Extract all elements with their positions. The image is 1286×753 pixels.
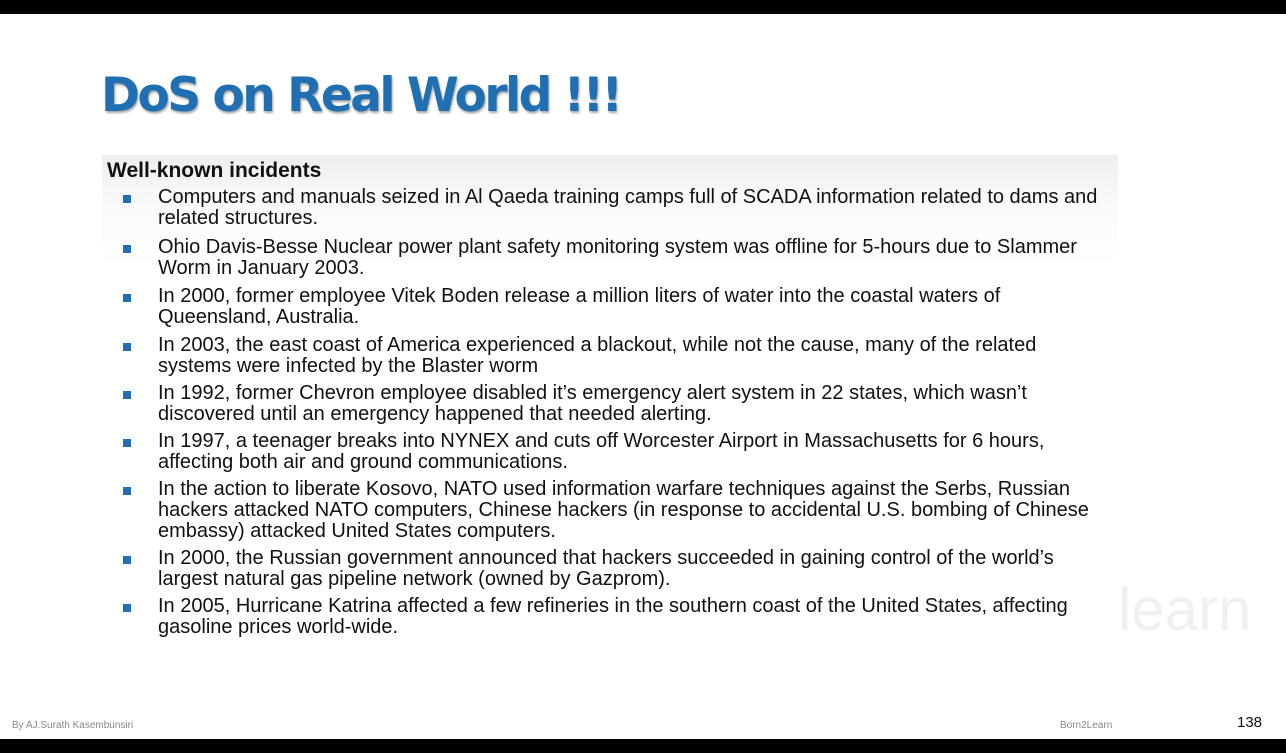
bullet-text: In 2000, the Russian government announced that hackers succeeded in gaining control of the world’s largest natural gas pipeline network (owned by Gazprom). [158,547,1054,590]
list-item [118,383,1118,425]
footer-author: By AJ.Surath Kasembunsiri [12,720,134,731]
slide-title: DoS on Real World !!! [101,68,621,123]
page-number: 138 [1237,714,1263,731]
square-bullet-icon [123,245,131,253]
bullet-text: Ohio Davis-Besse Nuclear power plant safety monitoring system was offline for 5-hours due to Slammer Worm in January 2003. [158,236,1077,279]
list-item [118,237,1118,279]
square-bullet-icon [123,439,131,447]
top-letterbox-bar [0,0,1286,14]
square-bullet-icon [123,604,131,612]
square-bullet-icon [123,556,131,564]
square-bullet-icon [123,195,131,203]
bullet-text: In 2003, the east coast of America experienced a blackout, while not the cause, many of the related systems were infected by the Blaster worm [158,334,1037,377]
footer-brand: Born2Learn [1060,720,1113,731]
section-heading: Well-known incidents [107,159,322,182]
square-bullet-icon [123,294,131,302]
bottom-letterbox-bar [0,739,1286,753]
list-item [118,286,1118,328]
square-bullet-icon [123,343,131,351]
bullet-text: In 1997, a teenager breaks into NYNEX and cuts off Worcester Airport in Massachusetts for 6 hours, affecting both air and ground communications. [158,430,1045,473]
list-item [118,548,1118,590]
list-item [118,479,1118,542]
bullet-text: In 1992, former Chevron employee disabled it’s emergency alert system in 22 states, which wasn’t discovered until an emergency happened that needed alerting. [158,382,1027,425]
list-item [118,335,1118,377]
list-item [118,187,1118,229]
bullet-text: In the action to liberate Kosovo, NATO used information warfare techniques against the Serbs, Russian hackers attacked NATO computers, Chinese hackers (in response to accidental U.S. bombing of Chinese embassy) attacked United States computers. [158,478,1089,542]
watermark-text: learn [1118,576,1252,643]
square-bullet-icon [123,487,131,495]
bullet-text: In 2000, former employee Vitek Boden release a million liters of water into the coastal waters of Queensland, Australia. [158,285,1001,328]
list-item [118,431,1118,473]
square-bullet-icon [123,391,131,399]
bullet-text: Computers and manuals seized in Al Qaeda training camps full of SCADA information related to dams and related structures. [158,186,1098,229]
bullet-text: In 2005, Hurricane Katrina affected a few refineries in the southern coast of the United States, affecting gasoline prices world-wide. [158,595,1068,638]
incident-list [118,187,1118,638]
list-item [118,596,1118,638]
